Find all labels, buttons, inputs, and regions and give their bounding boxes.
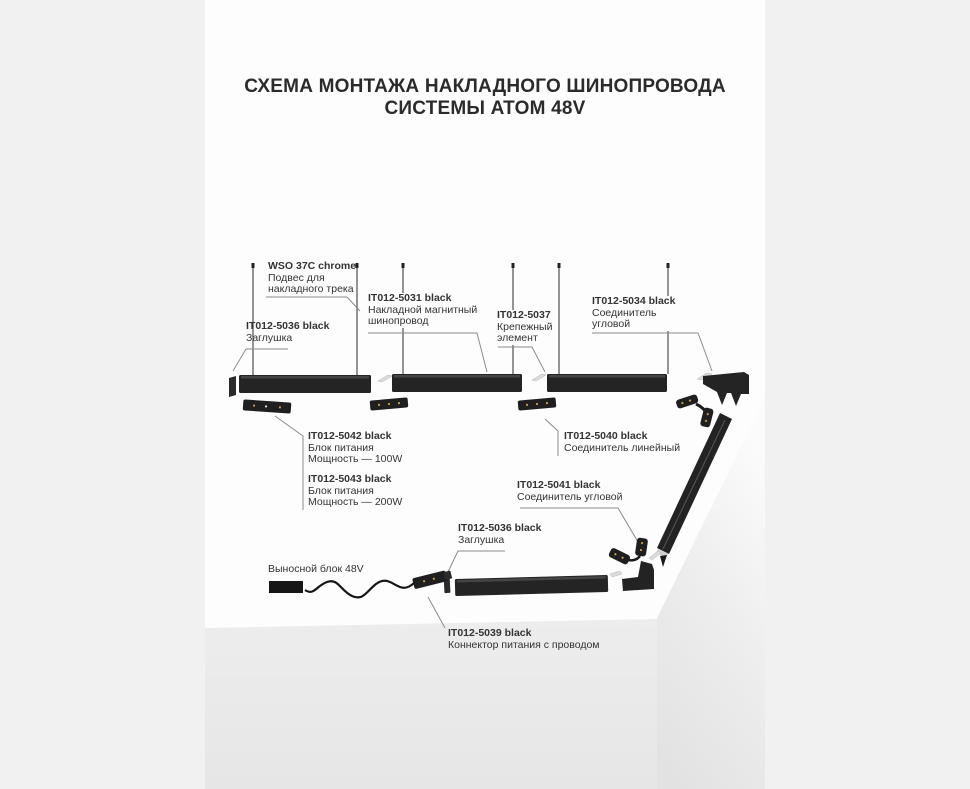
track-segment-1 [239,375,371,393]
label-corner-connector-bottom: IT012-5041 black Соединитель угловой [517,479,623,503]
label-corner-connector-top: IT012-5034 black Соединитель угловой [592,295,676,330]
label-mounting: IT012-5037 Крепежный элемент [497,309,553,344]
label-power-connector: IT012-5039 black Коннектор питания с проводом [448,627,600,651]
label-psu-200w: IT012-5043 black Блок питания Мощность — 200W [308,473,403,508]
label-endcap-top: IT012-5036 black Заглушка [246,320,330,344]
label-track: IT012-5031 black Накладной магнитный шинопровод [368,292,478,327]
label-suspension: WSO 37C chrome Подвес для накладного трека [268,260,357,295]
page-title [205,76,765,120]
label-endcap-bottom: IT012-5036 black Заглушка [458,522,542,546]
track-segment-3 [547,374,667,392]
track-segment-2 [392,374,522,392]
label-linear-connector: IT012-5040 black Соединитель линейный [564,430,681,454]
label-remote-block: Выносной блок 48V [268,563,364,575]
label-psu-100w: IT012-5042 black Блок питания Мощность — 100W [308,430,403,465]
endcap-top [229,376,236,397]
remote-power-block [269,581,303,593]
page-title-line2: СИСТЕМЫ ATOM 48V [384,98,586,119]
page-title-line1: СХЕМА МОНТАЖА НАКЛАДНОГО ШИНОПРОВОДА [244,76,726,97]
